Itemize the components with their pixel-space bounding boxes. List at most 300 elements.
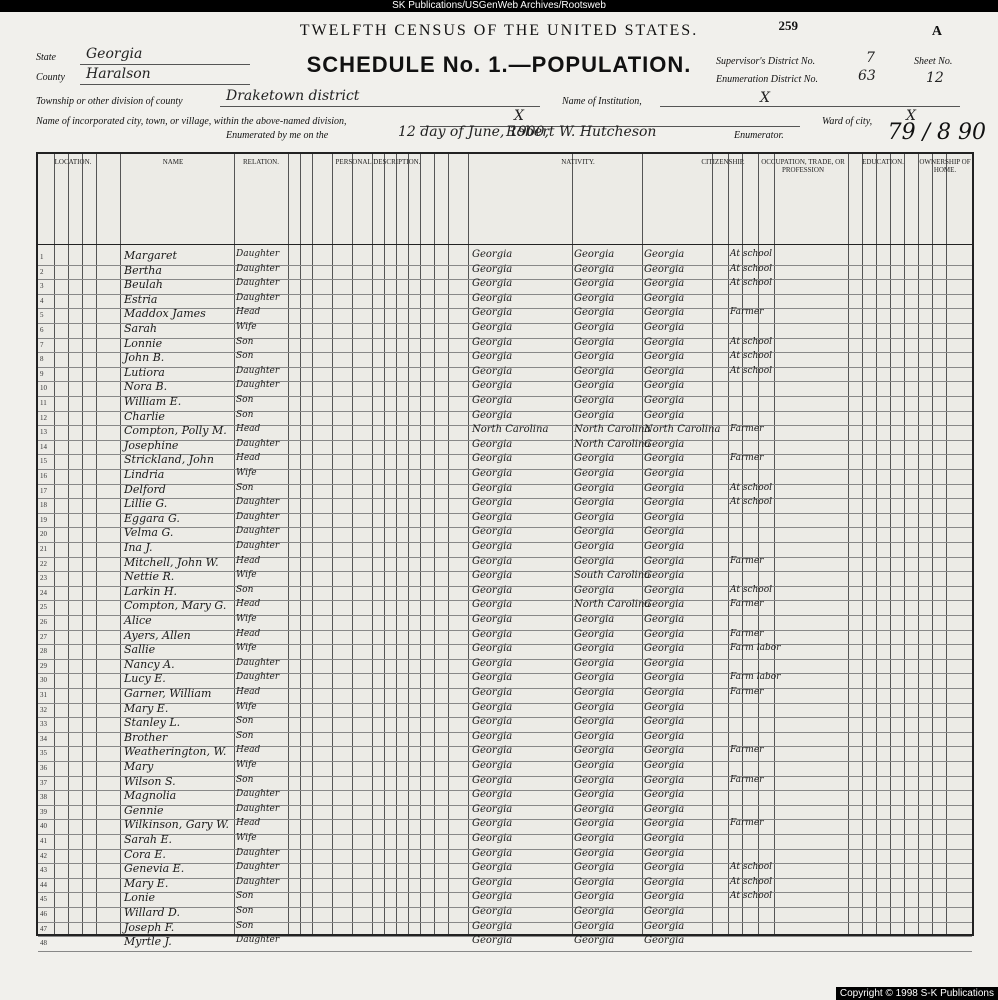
birthplace: North Carolina [472,424,549,436]
father-birthplace: Georgia [574,862,615,874]
birthplace: Georgia [472,803,513,815]
person-name: Delford [124,482,166,496]
relation: Daughter [236,365,280,376]
row-number: 15 [40,457,47,466]
row-number: 38 [40,793,47,802]
birthplace: Georgia [472,920,513,932]
state-label: State [36,52,56,63]
occupation: Farmer [730,555,764,566]
relation: Wife [236,643,257,654]
row-number: 9 [40,369,44,378]
relation: Daughter [236,497,280,508]
row-number: 45 [40,895,47,904]
person-name: Joseph F. [124,920,175,934]
row-number: 30 [40,676,47,685]
birthplace: Georgia [472,307,513,319]
row-number: 22 [40,559,47,568]
mother-birthplace: Georgia [644,570,685,582]
birthplace: Georgia [472,614,513,625]
birthplace: Georgia [472,453,513,465]
occupation: At school [730,497,772,508]
county-label: County [36,72,65,83]
mother-birthplace: Georgia [644,891,685,903]
father-birthplace: Georgia [574,876,615,888]
sheet-label: Sheet No. [914,56,953,67]
corner-number: 79 / 8 90 [887,120,986,145]
relation: Son [236,891,254,902]
father-birthplace: Georgia [574,628,615,640]
father-birthplace: Georgia [574,803,615,815]
mother-birthplace: North Carolina [644,424,721,436]
mother-birthplace: Georgia [644,365,685,377]
person-name: Brother [124,730,168,744]
occupation: Farmer [730,453,764,464]
occupation: Farmer [730,628,764,639]
relation: Daughter [236,438,280,449]
relation: Daughter [236,380,280,391]
birthplace: Georgia [472,876,513,888]
row-number: 32 [40,705,47,714]
birthplace: Georgia [472,249,513,260]
birthplace: Georgia [472,263,513,275]
birthplace: Georgia [472,599,513,611]
column-header: EDUCATION. [862,158,904,166]
person-name: Nancy A. [124,657,175,671]
column-header: CITIZENSHIP. [701,158,745,166]
row-number: 40 [40,822,47,831]
sheet-value: 12 [926,70,944,86]
birthplace: Georgia [472,847,513,859]
mother-birthplace: Georgia [644,526,685,538]
father-birthplace: Georgia [574,760,615,771]
row-number: 29 [40,661,47,670]
person-name: Sarah [124,322,157,335]
mother-birthplace: Georgia [644,614,685,625]
father-birthplace: Georgia [574,336,615,348]
father-birthplace: Georgia [574,249,615,260]
row-number: 10 [40,384,47,393]
father-birthplace: Georgia [574,278,615,290]
mother-birthplace: Georgia [644,380,685,392]
person-name: Beulah [124,278,163,292]
township-label: Township or other division of county [36,96,183,107]
birthplace: Georgia [472,657,513,669]
mother-birthplace: Georgia [644,847,685,859]
township-value: Draketown district [226,88,360,104]
occupation: At school [730,278,772,289]
person-name: Strickland, John [124,453,214,467]
row-number: 37 [40,778,47,787]
relation: Daughter [236,847,280,858]
birthplace: Georgia [472,628,513,640]
mother-birthplace: Georgia [644,292,685,304]
relation: Son [236,336,254,347]
occupation: Farmer [730,774,764,785]
schedule-title: SCHEDULE No. 1.—POPULATION. [306,52,692,77]
person-name: Josephine [124,438,179,452]
relation: Son [236,730,254,741]
row-number: 31 [40,691,47,699]
birthplace: Georgia [472,526,513,538]
mother-birthplace: Georgia [644,862,685,874]
father-birthplace: Georgia [574,307,615,319]
relation: Daughter [236,789,280,800]
row-number: 1 [40,253,44,261]
occupation: At school [730,336,772,347]
father-birthplace: Georgia [574,322,615,333]
relation: Wife [236,701,257,712]
father-birthplace: North Carolina [574,438,651,450]
mother-birthplace: Georgia [644,760,685,771]
relation: Head [236,424,261,435]
father-birthplace: Georgia [574,468,615,479]
occupation: At school [730,249,772,259]
person-name: Wilson S. [124,774,176,788]
person-name: Lucy E. [124,672,166,686]
father-birthplace: Georgia [574,906,615,917]
mother-birthplace: Georgia [644,701,685,713]
person-name: Lindria [124,468,165,481]
father-birthplace: North Carolina [574,424,651,436]
copyright-notice: Copyright © 1998 S-K Publications [836,987,998,1000]
occupation: Farmer [730,307,764,318]
birthplace: Georgia [472,774,513,786]
birthplace: Georgia [472,833,513,844]
relation: Daughter [236,292,280,303]
row-number: 36 [40,764,47,772]
birthplace: Georgia [472,292,513,304]
mother-birthplace: Georgia [644,322,685,333]
relation: Son [236,395,254,405]
occupation: Farmer [730,687,764,697]
source-banner: SK Publications/USGenWeb Archives/Rootsweb [0,0,998,12]
row-number: 24 [40,588,47,597]
mother-birthplace: Georgia [644,541,685,552]
column-header: PERSONAL DESCRIPTION. [335,158,421,166]
birthplace: Georgia [472,278,513,290]
father-birthplace: Georgia [574,395,615,406]
mother-birthplace: Georgia [644,351,685,363]
mother-birthplace: Georgia [644,730,685,742]
person-name: Charlie [124,409,165,423]
father-birthplace: Georgia [574,847,615,859]
mother-birthplace: Georgia [644,774,685,786]
row-number: 11 [40,399,47,407]
person-name: Weatherington, W. [124,745,227,759]
father-birthplace: Georgia [574,365,615,377]
birthplace: Georgia [472,760,513,771]
mother-birthplace: Georgia [644,482,685,494]
father-birthplace: Georgia [574,351,615,363]
relation: Wife [236,760,257,770]
person-name: Larkin H. [124,584,177,598]
relation: Wife [236,322,257,332]
person-name: Ayers, Allen [124,628,191,642]
relation: Son [236,906,254,916]
birthplace: Georgia [472,468,513,479]
occupation: At school [730,876,772,887]
enumeration-label: Enumeration District No. [716,74,818,85]
supervisor-value: 7 [866,50,875,66]
county-value: Haralson [86,66,151,82]
column-header: OWNERSHIP OF HOME. [919,158,971,174]
father-birthplace: Georgia [574,891,615,903]
person-name: Wilkinson, Gary W. [124,818,229,832]
person-name: Ina J. [124,541,153,554]
birthplace: Georgia [472,935,513,947]
person-name: Lonie [124,891,156,905]
occupation: At school [730,862,772,873]
mother-birthplace: Georgia [644,803,685,815]
row-number: 19 [40,515,47,524]
relation: Son [236,774,254,785]
mother-birthplace: Georgia [644,263,685,275]
birthplace: Georgia [472,409,513,421]
birthplace: Georgia [472,818,513,830]
row-number: 2 [40,267,44,276]
relation: Daughter [236,278,280,289]
column-header: OCCUPATION, TRADE, OR PROFESSION [761,158,845,174]
birthplace: Georgia [472,584,513,596]
mother-birthplace: Georgia [644,628,685,640]
person-name: Stanley L. [124,716,181,730]
mother-birthplace: Georgia [644,438,685,450]
row-number: 14 [40,442,47,451]
row-number: 35 [40,749,47,758]
father-birthplace: Georgia [574,745,615,757]
row-number: 12 [40,413,47,422]
occupation: Farm labor [730,643,781,654]
birthplace: Georgia [472,789,513,801]
supervisor-label: Supervisor's District No. [716,56,816,67]
person-name: Mary E. [124,701,169,715]
mother-birthplace: Georgia [644,278,685,290]
state-value: Georgia [86,46,143,62]
father-birthplace: Georgia [574,935,615,947]
mother-birthplace: Georgia [644,906,685,917]
mother-birthplace: Georgia [644,672,685,684]
stamp-number: 259 [778,18,798,33]
column-header: NAME [162,158,184,166]
row-number: 18 [40,501,47,510]
birthplace: Georgia [472,555,513,567]
occupation: At school [730,351,772,362]
mother-birthplace: Georgia [644,599,685,611]
row-number: 7 [40,340,44,349]
birthplace: Georgia [472,745,513,757]
mother-birthplace: Georgia [644,511,685,523]
father-birthplace: Georgia [574,716,615,728]
relation: Head [236,628,261,639]
row-number: 44 [40,880,47,889]
father-birthplace: Georgia [574,541,615,552]
person-name: Willard D. [124,906,180,919]
enumeration-value: 63 [858,68,876,84]
father-birthplace: Georgia [574,730,615,742]
enumerated-value: 12 day of June, 1900, [398,124,549,140]
occupation: Farmer [730,818,764,829]
row-number: 33 [40,720,47,729]
relation: Head [236,687,261,697]
birthplace: Georgia [472,395,513,406]
mother-birthplace: Georgia [644,497,685,509]
person-name: Velma G. [124,526,174,540]
relation: Son [236,351,254,362]
enumerator-label: Enumerator. [734,130,784,141]
father-birthplace: Georgia [574,511,615,523]
row-number: 26 [40,618,47,626]
father-birthplace: Georgia [574,701,615,713]
relation: Daughter [236,876,280,887]
mother-birthplace: Georgia [644,789,685,801]
occupation: At school [730,263,772,274]
relation: Son [236,482,254,493]
birthplace: Georgia [472,511,513,523]
relation: Daughter [236,526,280,537]
person-name: Margaret [124,249,177,262]
mother-birthplace: Georgia [644,336,685,348]
relation: Daughter [236,249,280,259]
row-number: 43 [40,866,47,875]
city-value: X [514,108,524,124]
row-number: 16 [40,472,47,480]
father-birthplace: North Carolina [574,599,651,611]
person-name: Magnolia [124,789,177,803]
birthplace: Georgia [472,906,513,917]
person-name: Lutiora [124,365,165,379]
mother-birthplace: Georgia [644,687,685,698]
row-number: 23 [40,574,47,583]
mother-birthplace: Georgia [644,409,685,421]
mother-birthplace: Georgia [644,920,685,932]
father-birthplace: Georgia [574,920,615,932]
birthplace: Georgia [472,322,513,333]
row-number: 4 [40,296,44,305]
birthplace: Georgia [472,570,513,582]
row-number: 41 [40,837,47,845]
relation: Daughter [236,511,280,522]
person-name: Mary E. [124,876,169,890]
occupation: At school [730,482,772,493]
person-name: Genevia E. [124,862,185,876]
father-birthplace: Georgia [574,774,615,786]
person-name: Compton, Polly M. [124,424,227,438]
father-birthplace: Georgia [574,833,615,844]
person-name: Bertha [124,263,162,277]
column-header: NATIVITY. [561,158,595,166]
father-birthplace: South Carolina [574,570,651,582]
birthplace: Georgia [472,482,513,494]
mother-birthplace: Georgia [644,468,685,479]
relation: Daughter [236,541,280,551]
row-number: 3 [40,282,44,291]
mother-birthplace: Georgia [644,935,685,947]
person-name: Cora E. [124,847,166,861]
row-number: 20 [40,530,47,539]
row-number: 27 [40,632,47,641]
birthplace: Georgia [472,438,513,450]
father-birthplace: Georgia [574,672,615,684]
corner-letter: A [931,24,942,39]
person-name: Mary [124,760,154,773]
person-name: Eggara G. [124,511,180,525]
row-number: 47 [40,924,47,933]
row-number: 6 [40,326,44,334]
relation: Daughter [236,263,280,274]
institution-label: Name of Institution, [562,96,642,107]
person-name: Gennie [124,803,164,817]
institution-value: X [760,90,770,106]
birthplace: Georgia [472,862,513,874]
birthplace: Georgia [472,687,513,698]
father-birthplace: Georgia [574,643,615,655]
birthplace: Georgia [472,891,513,903]
row-number: 48 [40,939,47,948]
occupation: Farmer [730,599,764,610]
person-name: Sarah E. [124,833,173,846]
relation: Daughter [236,657,280,668]
father-birthplace: Georgia [574,614,615,625]
row-number: 46 [40,910,47,918]
column-header: RELATION. [243,158,279,166]
father-birthplace: Georgia [574,380,615,392]
relation: Daughter [236,803,280,814]
row-number: 25 [40,603,47,612]
occupation: Farmer [730,424,764,435]
mother-birthplace: Georgia [644,716,685,728]
person-name: John B. [124,351,165,365]
census-title: TWELFTH CENSUS OF THE UNITED STATES. [299,22,699,39]
enumerated-label: Enumerated by me on the [226,130,329,141]
occupation: At school [730,891,772,902]
row-number: 28 [40,647,47,656]
occupation: At school [730,584,772,595]
father-birthplace: Georgia [574,292,615,304]
birthplace: Georgia [472,701,513,713]
mother-birthplace: Georgia [644,745,685,757]
occupation: Farmer [730,745,764,756]
row-number: 17 [40,486,47,495]
relation: Head [236,745,261,756]
mother-birthplace: Georgia [644,555,685,567]
person-name: Alice [124,614,152,627]
person-name: Lillie G. [124,497,168,511]
relation: Son [236,584,254,595]
birthplace: Georgia [472,643,513,655]
person-name: Nettie R. [124,570,175,584]
birthplace: Georgia [472,497,513,509]
relation: Daughter [236,862,280,873]
person-name: Nora B. [124,380,168,394]
person-name: Lonnie [124,336,163,350]
mother-birthplace: Georgia [644,307,685,319]
mother-birthplace: Georgia [644,643,685,655]
relation: Wife [236,833,257,843]
column-header: LOCATION. [54,158,92,166]
mother-birthplace: Georgia [644,395,685,406]
relation: Head [236,599,261,610]
birthplace: Georgia [472,672,513,684]
relation: Son [236,409,254,420]
occupation: At school [730,365,772,376]
person-name: Maddox James [124,307,206,321]
birthplace: Georgia [472,351,513,363]
mother-birthplace: Georgia [644,833,685,844]
mother-birthplace: Georgia [644,657,685,669]
enumerator-name: Robert W. Hutcheson [506,124,657,140]
father-birthplace: Georgia [574,263,615,275]
father-birthplace: Georgia [574,482,615,494]
